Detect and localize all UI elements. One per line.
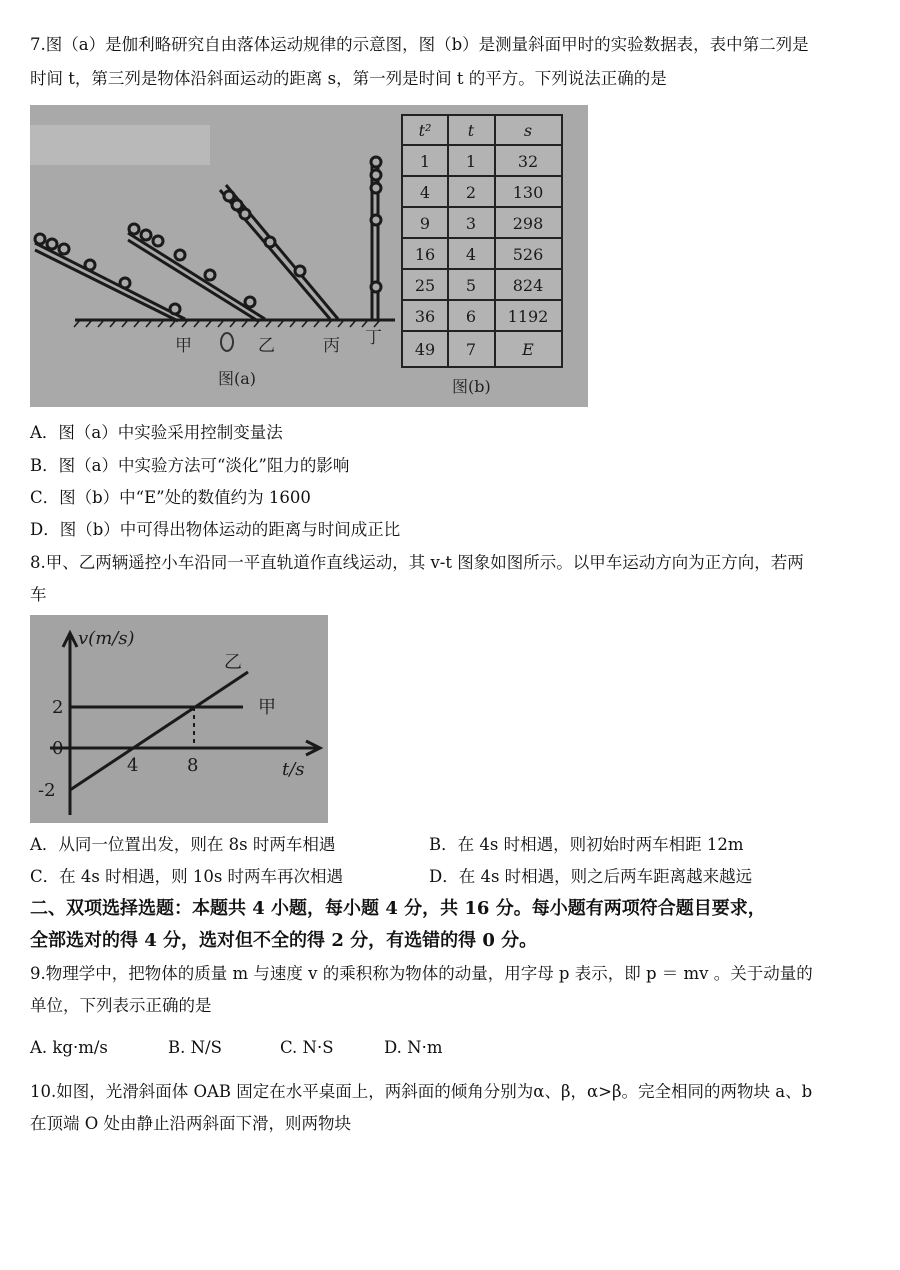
table-cell: E (522, 340, 534, 359)
table-cell: 4 (419, 183, 431, 202)
q7-option-a[interactable]: A．图（a）中实验采用控制变量法 (30, 423, 283, 442)
table-cell: 4 (465, 245, 477, 264)
q8-option-d[interactable]: D．在 4s 时相遇，则之后两车距离越来越远 (429, 867, 753, 886)
table-cell: 32 (517, 152, 539, 171)
q7-option-b[interactable]: B．图（a）中实验方法可“淡化”阻力的影响 (30, 456, 350, 475)
section2-heading-line2: 全部选对的得 4 分，选对但不全的得 2 分，有选错的得 0 分。 (30, 930, 538, 951)
incline-label-yi: 乙 (258, 336, 275, 356)
table-cell: 36 (414, 307, 436, 326)
table-cell: 130 (512, 183, 544, 202)
x-axis-label: t/s (282, 759, 305, 780)
table-cell: 526 (512, 245, 544, 264)
q8-stem-line2: 车 (30, 585, 47, 604)
table-cell: 1192 (507, 307, 549, 326)
q8-stem-line1: 8.甲、乙两辆遥控小车沿同一平直轨道作直线运动，其 v-t 图象如图所示。以甲车运动方向为正方向，若两 (30, 553, 804, 572)
q8-option-c[interactable]: C．在 4s 时相遇，则 10s 时两车再次相遇 (30, 867, 344, 886)
data-table (402, 115, 562, 396)
series-jia-label: 甲 (258, 697, 276, 718)
incline-label-jia: 甲 (175, 336, 192, 356)
q7-option-c[interactable]: C．图（b）中“E”处的数值约为 1600 (30, 488, 311, 507)
table-cell: 16 (414, 245, 436, 264)
q8-vt-graph-photo (30, 615, 328, 823)
q9-option-a[interactable]: A. kg·m/s (30, 1038, 108, 1057)
series-yi-label: 乙 (224, 652, 242, 673)
table-cell: 25 (414, 276, 436, 295)
q7-figure-photo (30, 105, 588, 407)
table-cell: 49 (414, 340, 436, 359)
q9-option-d[interactable]: D. N·m (384, 1038, 443, 1057)
table-cell: 824 (512, 276, 544, 295)
y-tick-0: 0 (52, 738, 64, 759)
q10-stem-line2: 在顶端 O 处由静止沿两斜面下滑，则两物块 (30, 1114, 352, 1133)
table-cell: 5 (465, 276, 477, 295)
caption-b: 图(b) (452, 377, 491, 396)
table-cell: 298 (512, 214, 544, 233)
table-header: s (523, 121, 533, 140)
table-cell: 6 (465, 307, 477, 326)
table-cell: 7 (465, 340, 477, 359)
table-cell: 1 (419, 152, 431, 171)
table-cell: 1 (465, 152, 477, 171)
q9-option-b[interactable]: B. N/S (168, 1038, 222, 1057)
incline-label-bing: 丙 (323, 336, 340, 356)
q8-option-b[interactable]: B．在 4s 时相遇，则初始时两车相距 12m (429, 835, 744, 854)
q9-stem-line2: 单位，下列表示正确的是 (30, 996, 212, 1015)
q7-option-d[interactable]: D．图（b）中可得出物体运动的距离与时间成正比 (30, 520, 401, 539)
table-header: t² (418, 121, 432, 140)
y-tick-neg2: -2 (38, 780, 56, 801)
table-cell: 2 (465, 183, 477, 202)
q7-stem-line1: 7.图（a）是伽利略研究自由落体运动规律的示意图，图（b）是测量斜面甲时的实验数据表，表中第二列是 (30, 35, 809, 54)
table-cell: 9 (419, 214, 431, 233)
y-tick-2: 2 (52, 697, 64, 718)
q10-stem-line1: 10.如图，光滑斜面体 OAB 固定在水平桌面上，两斜面的倾角分别为α、β，α>β。完全相同的两物块 a、b (30, 1082, 813, 1101)
q8-option-a[interactable]: A．从同一位置出发，则在 8s 时两车相遇 (30, 835, 336, 854)
y-axis-label: v(m/s) (78, 628, 135, 649)
table-cell: 3 (465, 214, 477, 233)
caption-a: 图(a) (218, 369, 257, 388)
x-tick-4: 4 (127, 755, 139, 776)
incline-label-ding: 丁 (365, 328, 382, 348)
section2-heading-line1: 二、双项选择选题：本题共 4 小题，每小题 4 分，共 16 分。每小题有两项符合题目要求， (30, 898, 766, 919)
x-tick-8: 8 (187, 755, 199, 776)
q9-stem-line1: 9.物理学中，把物体的质量 m 与速度 v 的乘积称为物体的动量，用字母 p 表示，即 p ＝ mv 。关于动量的 (30, 964, 813, 983)
q7-stem-line2: 时间 t，第三列是物体沿斜面运动的距离 s，第一列是时间 t 的平方。下列说法正确的是 (30, 69, 667, 88)
q9-option-c[interactable]: C. N·S (280, 1038, 334, 1057)
table-header: t (467, 121, 475, 140)
